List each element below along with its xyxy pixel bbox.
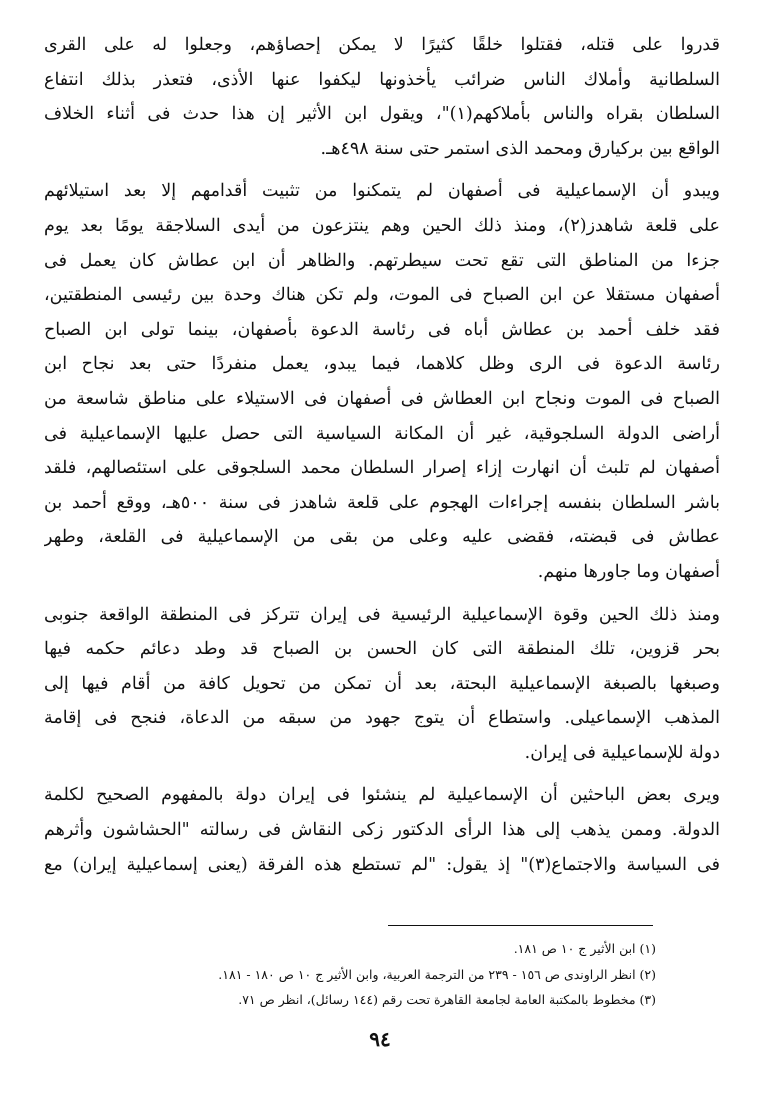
footnotes [200,936,656,1013]
text-line: أصفهان مستقلا عن ابن الصباح فى الموت، ولم تكن هناك وحدة بين رئيسى المنطقتين، [44,285,720,306]
paragraph [44,778,720,882]
text-line: ومنذ ذلك الحين وقوة الإسماعيلية الرئيسية فى إيران تتركز فى المنطقة الواقعة جنوبى [44,604,720,625]
text-line: ويبدو أن الإسماعيلية فى أصفهان لم يتمكنوا من تثبيت أقدامهم إلا بعد استيلائهم [44,181,720,202]
text-line: فقد خلف أحمد بن عطاش أباه فى رئاسة الدعوة بأصفهان، بينما تولى ابن الصباح [44,319,720,340]
text-line: السلطان بقراه والناس بأملاكهم(١)"، ويقول ابن الأثير إن هذا حدث فى أثناء الخلاف [44,104,720,125]
text-line: الصباح فى الموت ونجاح ابن العطاش فى أصفهان فى الاستيلاء على مناطق شاسعة من [44,388,720,409]
paragraph-gap [44,590,720,598]
text-line: أصفهان وما جاورها منهم. [537,561,720,582]
page-number: ٩٤ [369,1027,391,1051]
body-text [44,28,720,882]
text-line: بحر قزوين، تلك المنطقة التى كان الحسن بن الصباح قد وطد دعائم حكمه فيها [44,639,720,660]
text-line: المذهب الإسماعيلى. واستطاع أن يتوج جهود من سبقه من الدعاة، فنجح فى إقامة [44,708,720,729]
paragraph-gap [44,166,720,174]
text-line: على قلعة شاهدز(٢)، ومنذ ذلك الحين وهم ينتزعون من أيدى السلاجقة يومًا بعد يوم [44,215,720,236]
text-line: أراضى الدولة السلجوقية، غير أن المكانة السياسية التى حصل عليها الإسماعيلية فى [44,423,720,444]
paragraph [44,598,720,771]
text-line: جزءا من المناطق التى تقع تحت سيطرتهم. والظاهر أن ابن عطاش كان يعمل فى [44,250,720,271]
text-line: وصبغها بالصبغة الإسماعيلية البحتة، بعد أن تمكن من تحويل كافة من أقام فيها إلى [44,673,720,694]
footnote: (١) ابن الأثير ج ١٠ ص ١٨١. [513,941,656,956]
text-line: الواقع بين بركيارق ومحمد الذى استمر حتى سنة ٤٩٨هـ. [320,138,720,159]
text-line: باشر السلطان بنفسه إجراءات الهجوم على قلعة شاهدز فى سنة ٥٠٠هـ، ووقع أحمد بن [44,492,720,513]
text-line: الدولة. وممن يذهب إلى هذا الرأى الدكتور زكى النقاش فى رسالته "الحشاشون وأثرهم [44,820,720,841]
text-line: قدروا على قتله، فقتلوا خلقًا كثيرًا لا يمكن إحصاؤهم، وجعلوا له على القرى [44,35,720,55]
text-line: ويرى بعض الباحثين أن الإسماعيلية لم ينشئوا فى إيران دولة بالمفهوم الصحيح لكلمة [44,785,720,806]
text-line: السلطانية وأملاك الناس ضرائب يأخذونها ليكفوا عنها الأذى، فتعذر بذلك انتفاع [44,69,720,90]
text-line: دولة للإسماعيلية فى إيران. [524,742,720,763]
footnote: (٢) انظر الراوندى ص ١٥٦ - ٢٣٩ من الترجمة العربية، وابن الأثير ج ١٠ ص ١٨٠ - ١٨١. [218,966,656,982]
footnote-divider [388,925,653,926]
paragraph [44,28,720,166]
text-line: عطاش فى قبضته، فقضى عليه وعلى من بقى من الإسماعيلية فى القلعة، وطهر [44,527,720,548]
footnote: (٣) مخطوط بالمكتبة العامة لجامعة القاهرة تحت رقم (١٤٤ رسائل)، انظر ص ٧١. [238,992,656,1007]
text-line: أصفهان لم تلبث أن انهارت إزاء إصرار السلطان محمد السلجوقى على استئصالهم، فلقد [44,458,720,479]
text-line: فى السياسة والاجتماع(٣)" إذ يقول: "لم تستطع هذه الفرقة (يعنى إسماعيلية إيران) مع [44,854,720,875]
text-line: رئاسة الدعوة فى الرى وظل كلاهما، فيما يبدو، يعمل منفردًا حتى بعد نجاح ابن [44,354,720,375]
paragraph [44,174,720,589]
paragraph-gap [44,770,720,778]
